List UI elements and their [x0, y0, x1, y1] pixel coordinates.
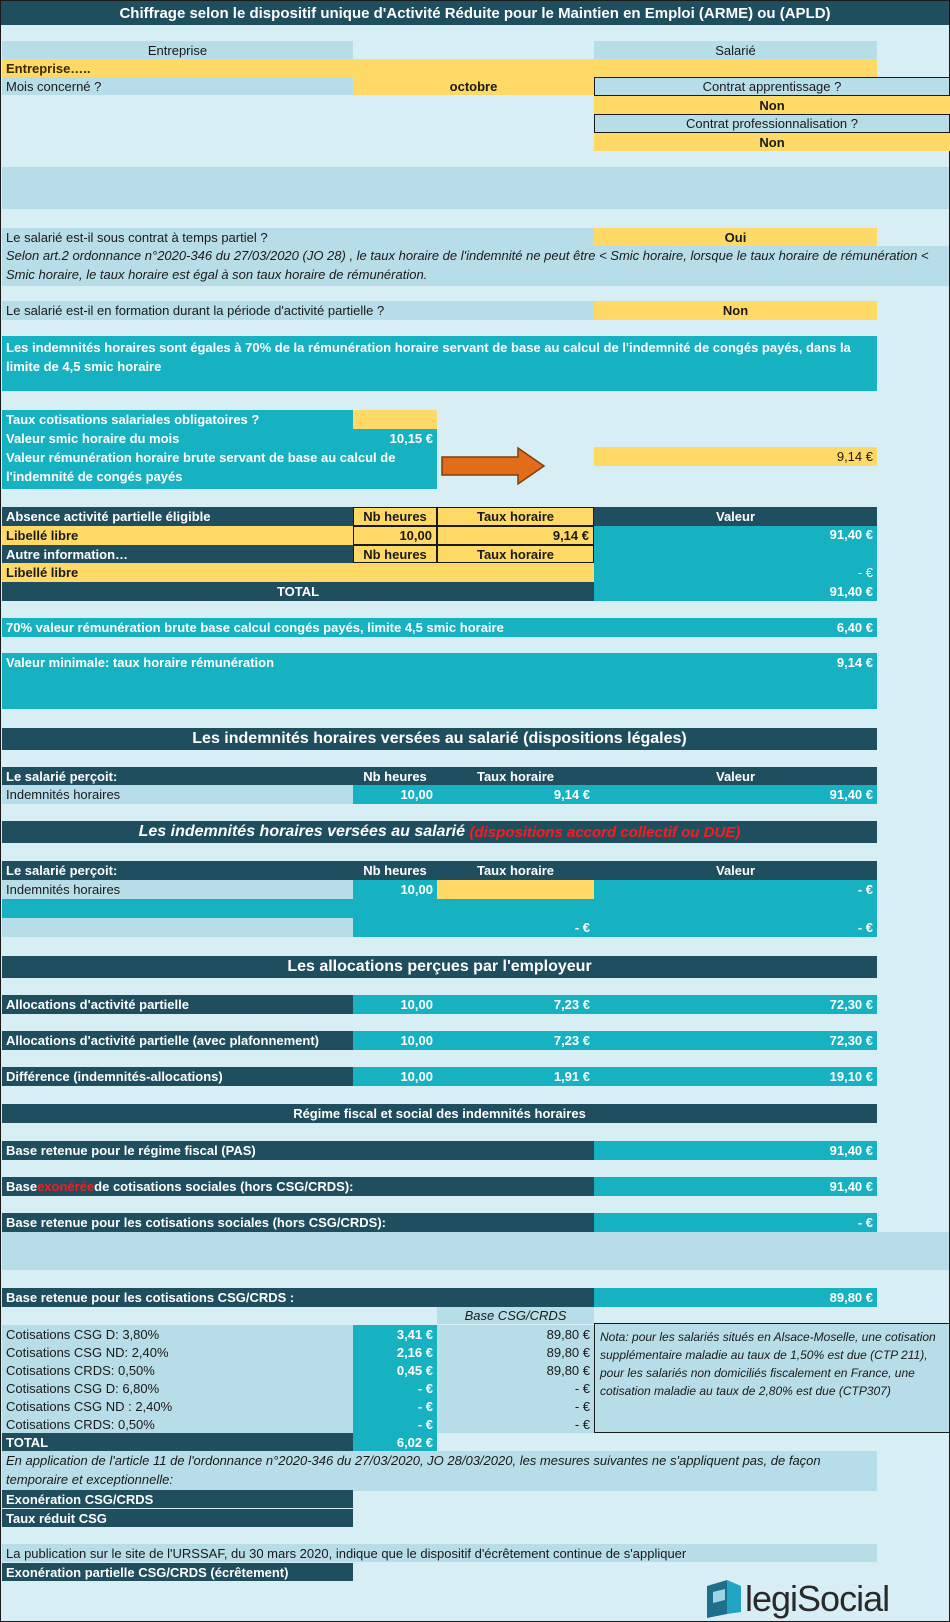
- pas-label: Base retenue pour le régime fiscal (PAS): [2, 1141, 594, 1160]
- exo-partielle: Exonération partielle CSG/CRDS (écrêtement): [2, 1563, 353, 1581]
- absence-row1-taux[interactable]: 9,14 €: [437, 526, 594, 545]
- csg-row-base: - €: [437, 1379, 594, 1397]
- cot-value: - €: [594, 1213, 877, 1232]
- accord-heading: [2, 821, 877, 843]
- entreprise-input-ext[interactable]: [353, 59, 594, 77]
- csg-row-label: Cotisations CSG ND: 2,40%: [2, 1343, 353, 1361]
- partiel-question: Le salarié est-il sous contrat à temps partiel ?: [2, 228, 594, 246]
- allocation-row-label: Allocations d'activité partielle: [2, 995, 353, 1014]
- accord-heading-main: Les indemnités horaires versées au salarié: [138, 823, 466, 840]
- absence-header-nb: Nb heures: [353, 507, 437, 526]
- accord-sub-taux: - €: [353, 918, 594, 937]
- formation-select[interactable]: Non: [594, 301, 877, 320]
- arrow-right-icon: [440, 446, 546, 486]
- min-value: 9,14 €: [594, 653, 877, 709]
- accord-row-label: Indemnités horaires: [2, 880, 353, 899]
- page-title: Chiffrage selon le dispositif unique d'Activité Réduite pour le Maintien en Emploi (ARME) ou (APLD): [1, 1, 949, 25]
- accord-spacer: [2, 899, 877, 918]
- legal-row-nb: 10,00: [353, 785, 437, 804]
- csg-row-montant: 2,16 €: [353, 1343, 437, 1361]
- accord-row-valeur: - €: [594, 880, 877, 899]
- difference-label: Différence (indemnités-allocations): [2, 1067, 353, 1086]
- pro-label: Contrat professionnalisation ?: [594, 114, 950, 133]
- regime-spacer: [2, 1232, 949, 1270]
- exo-label-pre: Base: [6, 1179, 38, 1194]
- legisocial-logo: [701, 1577, 921, 1621]
- crds-row-label: Cotisations CRDS: 0,50%: [2, 1361, 353, 1379]
- legal-header-label: Le salarié perçoit:: [2, 767, 353, 785]
- salarie-input[interactable]: [594, 59, 877, 77]
- exo-value: 91,40 €: [594, 1177, 877, 1196]
- absence-row2-input[interactable]: [353, 563, 594, 582]
- legal-row-taux: 9,14 €: [437, 785, 594, 804]
- spacer-band: [2, 167, 949, 209]
- accord-sub-label: [2, 918, 353, 937]
- apprentissage-label: Contrat apprentissage ?: [594, 77, 950, 96]
- mois-select[interactable]: octobre: [353, 77, 594, 95]
- csg-row-montant: 3,41 €: [353, 1325, 437, 1343]
- legal-header-valeur: Valeur: [594, 767, 877, 785]
- urssaf-note: La publication sur le site de l'URSSAF, du 30 mars 2020, indique que le dispositif d'écrêtement continue de s'appliquer: [2, 1544, 877, 1562]
- accord-header-valeur: Valeur: [594, 861, 877, 880]
- exo-csg-crds: Exonération CSG/CRDS: [2, 1490, 353, 1508]
- absence-row2-valeur: - €: [594, 563, 877, 582]
- crds-row-montant: - €: [353, 1415, 437, 1433]
- taux-reduit-csg: Taux réduit CSG: [2, 1509, 353, 1527]
- allocation-row-taux: 7,23 €: [437, 995, 594, 1014]
- remu-label: Valeur rémunération horaire brute servant de base au calcul de l'indemnité de congés payés: [2, 447, 437, 489]
- allocation-plafond-label: Allocations d'activité partielle (avec plafonnement): [2, 1031, 353, 1050]
- mois-label: Mois concerné ?: [2, 77, 353, 95]
- csg-row-base: 89,80 €: [437, 1325, 594, 1343]
- crds-row-label: Cotisations CRDS: 0,50%: [2, 1415, 353, 1433]
- csg-row-label: Cotisations CSG D: 3,80%: [2, 1325, 353, 1343]
- csg-row-base: - €: [437, 1397, 594, 1415]
- difference-valeur: 19,10 €: [594, 1067, 877, 1086]
- exo-label: [2, 1177, 594, 1196]
- salarie-header: Salarié: [594, 41, 877, 59]
- min-label: Valeur minimale: taux horaire rémunération: [2, 653, 594, 709]
- entreprise-header: Entreprise: [2, 41, 353, 59]
- info-box: Les indemnités horaires sont égales à 70% de la rémunération horaire servant de base au calcul de l'indemnité de congés payés, dans la limite de 4,5 smic horaire: [2, 336, 877, 391]
- absence-row1-label[interactable]: Libellé libre: [2, 526, 353, 545]
- absence-row1-valeur: 91,40 €: [594, 526, 877, 563]
- allocation-plafond-taux: 7,23 €: [437, 1031, 594, 1050]
- absence-total-valeur: 91,40 €: [594, 582, 877, 601]
- remu-value[interactable]: 9,14 €: [594, 447, 877, 466]
- allocation-row-valeur: 72,30 €: [594, 995, 877, 1014]
- apprentissage-select[interactable]: Non: [594, 96, 950, 114]
- absence-header2-nb: Nb heures: [353, 545, 437, 563]
- taux-label: Taux cotisations salariales obligatoires ?: [2, 410, 353, 429]
- allocation-row-nb: 10,00: [353, 995, 437, 1014]
- csg-row-montant: - €: [353, 1379, 437, 1397]
- accord-header-nb: Nb heures: [353, 861, 437, 880]
- cot-label: Base retenue pour les cotisations sociales (hors CSG/CRDS):: [2, 1213, 594, 1232]
- legal-header-nb: Nb heures: [353, 767, 437, 785]
- pas-value: 91,40 €: [594, 1141, 877, 1160]
- accord-sub-valeur: - €: [594, 918, 877, 937]
- article-note: En application de l'article 11 de l'ordonnance n°2020-346 du 27/03/2020, JO 28/03/2020, les mesures suivantes ne s'appliquent pas, de façon temporaire et exceptionnelle:: [2, 1451, 877, 1491]
- csg-total-label: TOTAL: [2, 1433, 353, 1451]
- legal-row-label: Indemnités horaires: [2, 785, 353, 804]
- pct-label: 70% valeur rémunération brute base calcul congés payés, limite 4,5 smic horaire: [2, 618, 594, 637]
- formation-question: Le salarié est-il en formation durant la période d'activité partielle ?: [2, 301, 594, 320]
- crds-row-base: - €: [437, 1415, 594, 1433]
- pct-value: 6,40 €: [594, 618, 877, 637]
- csg-row-montant: - €: [353, 1397, 437, 1415]
- csg-row-base: 89,80 €: [437, 1343, 594, 1361]
- legal-header-taux: Taux horaire: [437, 767, 594, 785]
- csg-note: Nota: pour les salariés situés en Alsace-Moselle, une cotisation supplémentaire maladie au taux de 1,50% est due (CTP 211), pour les salariés non domiciliés fiscalement en France, une cotisation maladie au taux de 2,80% est due (CTP307): [594, 1323, 950, 1433]
- smic-value: 10,15 €: [353, 429, 437, 447]
- csg-total-value: 6,02 €: [353, 1433, 437, 1451]
- pro-select[interactable]: Non: [594, 133, 950, 151]
- absence-row2-label[interactable]: Libellé libre: [2, 563, 353, 582]
- logo-text-legi: legi: [745, 1578, 798, 1619]
- accord-header-taux: Taux horaire: [437, 861, 594, 880]
- accord-header-label: Le salarié perçoit:: [2, 861, 353, 880]
- partiel-select[interactable]: Oui: [594, 228, 877, 246]
- absence-header-valeur: Valeur: [594, 507, 877, 526]
- exo-label-post: de cotisations sociales (hors CSG/CRDS):: [94, 1179, 354, 1194]
- smic-label: Valeur smic horaire du mois: [2, 429, 353, 447]
- csg-base-label: Base retenue pour les cotisations CSG/CRDS :: [2, 1288, 594, 1307]
- csg-row-label: Cotisations CSG ND : 2,40%: [2, 1397, 353, 1415]
- accord-heading-red: (dispositions accord collectif ou DUE): [469, 823, 741, 841]
- regime-heading: Régime fiscal et social des indemnités horaires: [2, 1104, 877, 1123]
- absence-row1-nb[interactable]: 10,00: [353, 526, 437, 545]
- allocation-plafond-valeur: 72,30 €: [594, 1031, 877, 1050]
- entreprise-input[interactable]: Entreprise…..: [2, 59, 353, 77]
- absence-header2-taux: Taux horaire: [437, 545, 594, 563]
- partiel-note: Selon art.2 ordonnance n°2020-346 du 27/03/2020 (JO 28) , le taux horaire de l'indemnité ne peut être < Smic horaire, lorsque le taux horaire de rémunération < Smic horaire, le taux horaire est égal à son taux horaire de rémunération.: [2, 246, 949, 286]
- allocations-heading: Les allocations perçues par l'employeur: [2, 956, 877, 978]
- legal-heading: Les indemnités horaires versées au salarié (dispositions légales): [2, 728, 877, 750]
- difference-nb: 10,00: [353, 1067, 437, 1086]
- csg-base-header: Base CSG/CRDS: [437, 1307, 594, 1324]
- absence-header2-label: Autre information…: [2, 545, 353, 563]
- crds-row-base: 89,80 €: [437, 1361, 594, 1379]
- logo-cube-icon: [701, 1578, 745, 1620]
- absence-header-taux: Taux horaire: [437, 507, 594, 526]
- crds-row-montant: 0,45 €: [353, 1361, 437, 1379]
- absence-header-label: Absence activité partielle éligible: [2, 507, 353, 526]
- logo-text-social: Social: [797, 1578, 890, 1619]
- allocation-plafond-nb: 10,00: [353, 1031, 437, 1050]
- csg-base-value: 89,80 €: [594, 1288, 877, 1307]
- exo-label-red: exonérée: [37, 1179, 95, 1194]
- legal-row-valeur: 91,40 €: [594, 785, 877, 804]
- absence-total-label: TOTAL: [2, 582, 594, 601]
- difference-taux: 1,91 €: [437, 1067, 594, 1086]
- accord-taux-input[interactable]: [437, 880, 594, 899]
- accord-row-nb: 10,00: [353, 880, 437, 899]
- csg-row-label: Cotisations CSG D: 6,80%: [2, 1379, 353, 1397]
- taux-input[interactable]: [353, 410, 437, 429]
